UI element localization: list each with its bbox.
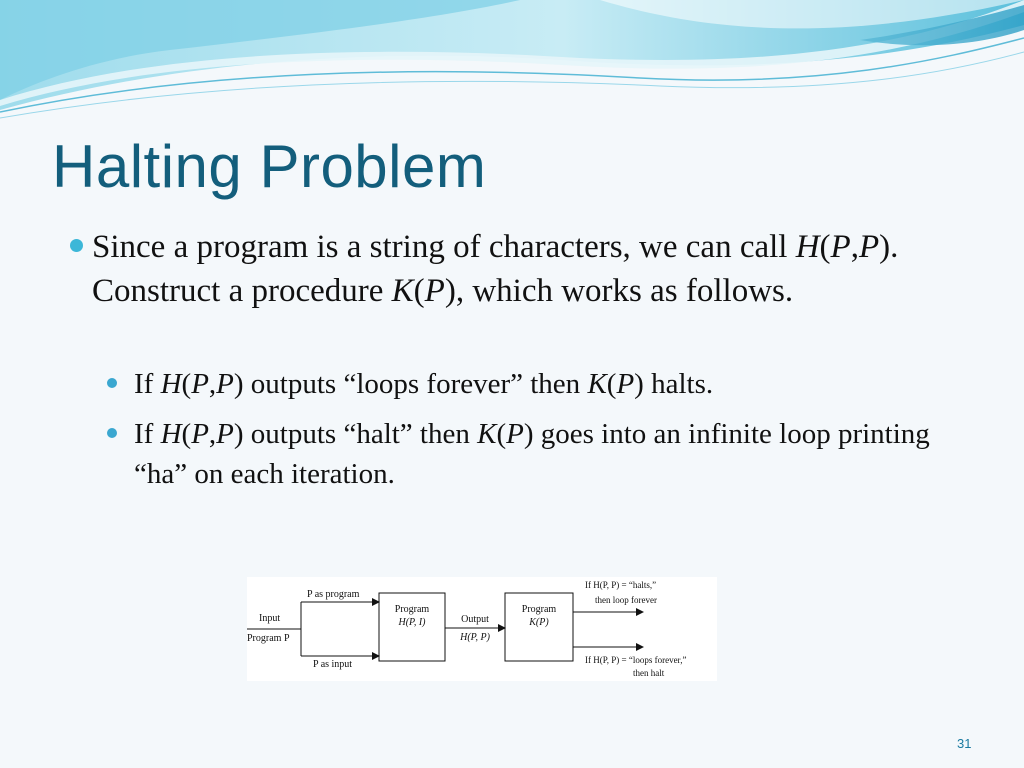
output-value: H(P, P): [460, 632, 490, 643]
text-run: P: [858, 229, 880, 265]
bullet-sub-text: [134, 364, 937, 404]
text-run: (: [496, 418, 507, 450]
text-run: P: [191, 418, 209, 450]
bullet-main: [70, 225, 950, 313]
bottom-condition: If H(P, P) = “loops forever,”: [585, 655, 687, 665]
p-as-program-label: P as program: [307, 589, 360, 600]
bullet-sub-loops: [107, 414, 937, 494]
page-number: 31: [957, 736, 972, 751]
text-run: ,: [208, 368, 217, 400]
text-run: ,: [850, 229, 859, 265]
text-run: (: [413, 273, 425, 309]
text-run: (: [819, 229, 831, 265]
text-run: ) goes into an infinite loop printing “ha” on each iteration.: [134, 418, 930, 490]
output-label: Output: [461, 614, 489, 625]
bottom-result: then halt: [633, 668, 665, 678]
bullet-main-text: [92, 225, 950, 313]
slide-title: Halting Problem: [52, 133, 487, 200]
program-h-title: Program: [394, 604, 430, 615]
bullet-sub-halts: [107, 364, 937, 404]
text-run: If: [134, 418, 161, 450]
bullet-dot-icon: [107, 378, 117, 388]
text-run: P: [616, 368, 635, 400]
program-p-label: Program P: [247, 633, 290, 644]
header-wave-decoration: [0, 0, 1024, 125]
text-run: ). Construct a procedure: [92, 229, 899, 309]
program-k-title: Program: [521, 604, 557, 615]
text-run: H: [160, 418, 182, 450]
text-run: (: [181, 368, 192, 400]
text-run: K: [391, 273, 414, 309]
text-run: Since a program is a string of characters, we can call: [92, 229, 796, 265]
text-run: ,: [208, 418, 217, 450]
text-run: ) halts.: [634, 368, 714, 400]
text-run: If: [134, 368, 161, 400]
text-run: P: [216, 368, 234, 400]
text-run: (: [606, 368, 617, 400]
text-run: P: [424, 273, 445, 309]
text-run: P: [506, 418, 524, 450]
text-run: ), which works as follows.: [444, 273, 794, 309]
input-label: Input: [259, 613, 281, 624]
text-run: H: [160, 368, 182, 400]
halting-diagram: [247, 577, 717, 681]
top-result: then loop forever: [595, 595, 657, 605]
program-h-signature: H(P, I): [398, 617, 426, 628]
text-run: K: [477, 418, 497, 450]
text-run: P: [830, 229, 851, 265]
program-k-signature: K(P): [529, 617, 549, 628]
text-run: ) outputs “loops forever” then: [233, 368, 588, 400]
bullet-dot-icon: [107, 428, 117, 438]
text-run: (: [181, 418, 192, 450]
text-run: H: [795, 229, 820, 265]
p-as-input-label: P as input: [313, 659, 353, 670]
bullet-dot-icon: [70, 239, 83, 252]
text-run: P: [191, 368, 209, 400]
bullet-sub-text: [134, 414, 937, 494]
text-run: P: [216, 418, 234, 450]
text-run: ) outputs “halt” then: [233, 418, 478, 450]
text-run: K: [587, 368, 607, 400]
top-condition: If H(P, P) = “halts,”: [585, 580, 657, 590]
